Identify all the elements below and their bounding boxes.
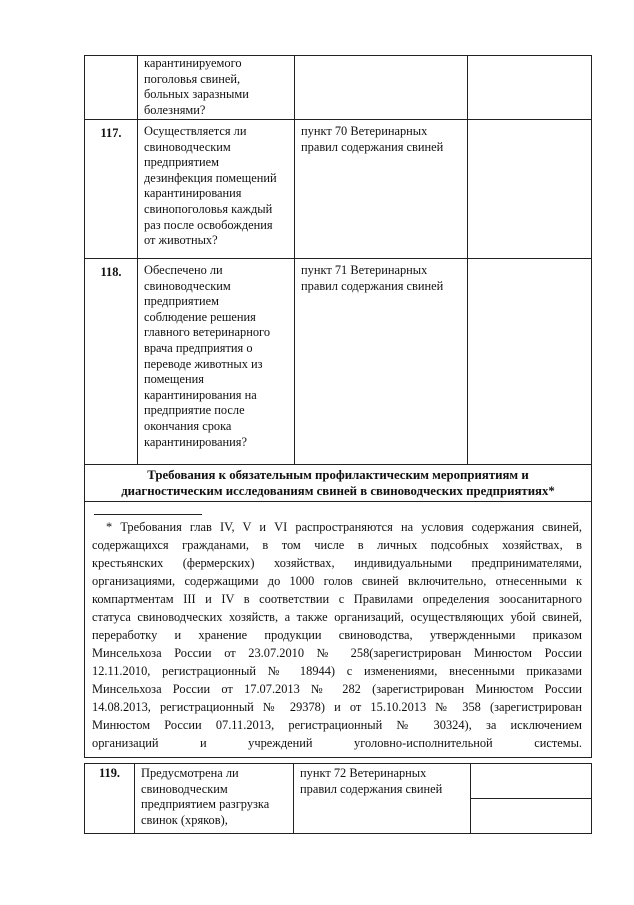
table-row	[85, 764, 592, 834]
reference-cell: пункт 70 Ветеринарных правил содержания свиней	[295, 120, 468, 259]
extra-cell	[468, 56, 592, 120]
requirements-table-bottom	[84, 763, 592, 834]
requirements-table-top	[84, 55, 592, 502]
row-number: 117.	[85, 120, 138, 259]
table-row	[85, 56, 592, 120]
footnote-separator	[94, 514, 202, 515]
extra-cell	[468, 120, 592, 259]
question-cell: Обеспечено ли свиноводческим предприятием соблюдение решения главного ветеринарного врача предприятия о переводе животных из помещения карантинирования на предприятие после окончания срока карантинирования?	[138, 259, 295, 465]
row-number: 118.	[85, 259, 138, 465]
reference-cell: пункт 71 Ветеринарных правил содержания свиней	[295, 259, 468, 465]
reference-cell: пункт 72 Ветеринарных правил содержания свиней	[294, 764, 471, 834]
extra-cell	[468, 259, 592, 465]
table-row	[85, 120, 592, 259]
table-row	[85, 259, 592, 465]
section-heading: Требования к обязательным профилактическим мероприятиям и диагностическим исследованиям свиней в свиноводческих предприятиях*	[85, 465, 592, 502]
section-heading-row	[85, 465, 592, 502]
extra-cell	[471, 764, 592, 834]
question-cell: Осуществляется ли свиноводческим предприятием дезинфекция помещений карантинирования свинопоголовья каждый раз после освобождения от животных?	[138, 120, 295, 259]
row-number	[85, 56, 138, 120]
question-cell: Предусмотрена ли свиноводческим предприятием разгрузка свинок (хряков),	[135, 764, 294, 834]
question-cell: карантинируемого поголовья свиней, больных заразными болезнями?	[138, 56, 295, 120]
row-number: 119.	[85, 764, 135, 834]
reference-cell	[295, 56, 468, 120]
footnote-text: * Требования глав IV, V и VI распространяются на условия содержания свиней, содержащихся гражданами, в том числе в личных подсобных хозяйствах, в крестьянских (фермерских) хозяйствах, индивидуальными предпринимателями, организациями, содержащими до 1000 голов свиней включительно, отнесенными к компартментам III и IV в соответствии с Правилами определения зоосанитарного статуса свиноводческих хозяйств, а также организаций, осуществляющих убой свиней, переработку и хранение продукции свиноводства, утвержденными приказом Минсельхоза России от 23.07.2010 № 258(зарегистрирован Минюстом России 12.11.2010, регистрационный № 18944) с изменениями, внесенными приказами Минсельхоза России от 17.07.2013 № 282 (зарегистрирован Минюстом России 14.08.2013, регистрационный № 29378) и от 15.10.2013 № 358 (зарегистрирован Минюстом России 07.11.2013, регистрационный № 30324), за исключением организаций и учреждений уголовно-исполнительной системы.	[92, 520, 582, 750]
